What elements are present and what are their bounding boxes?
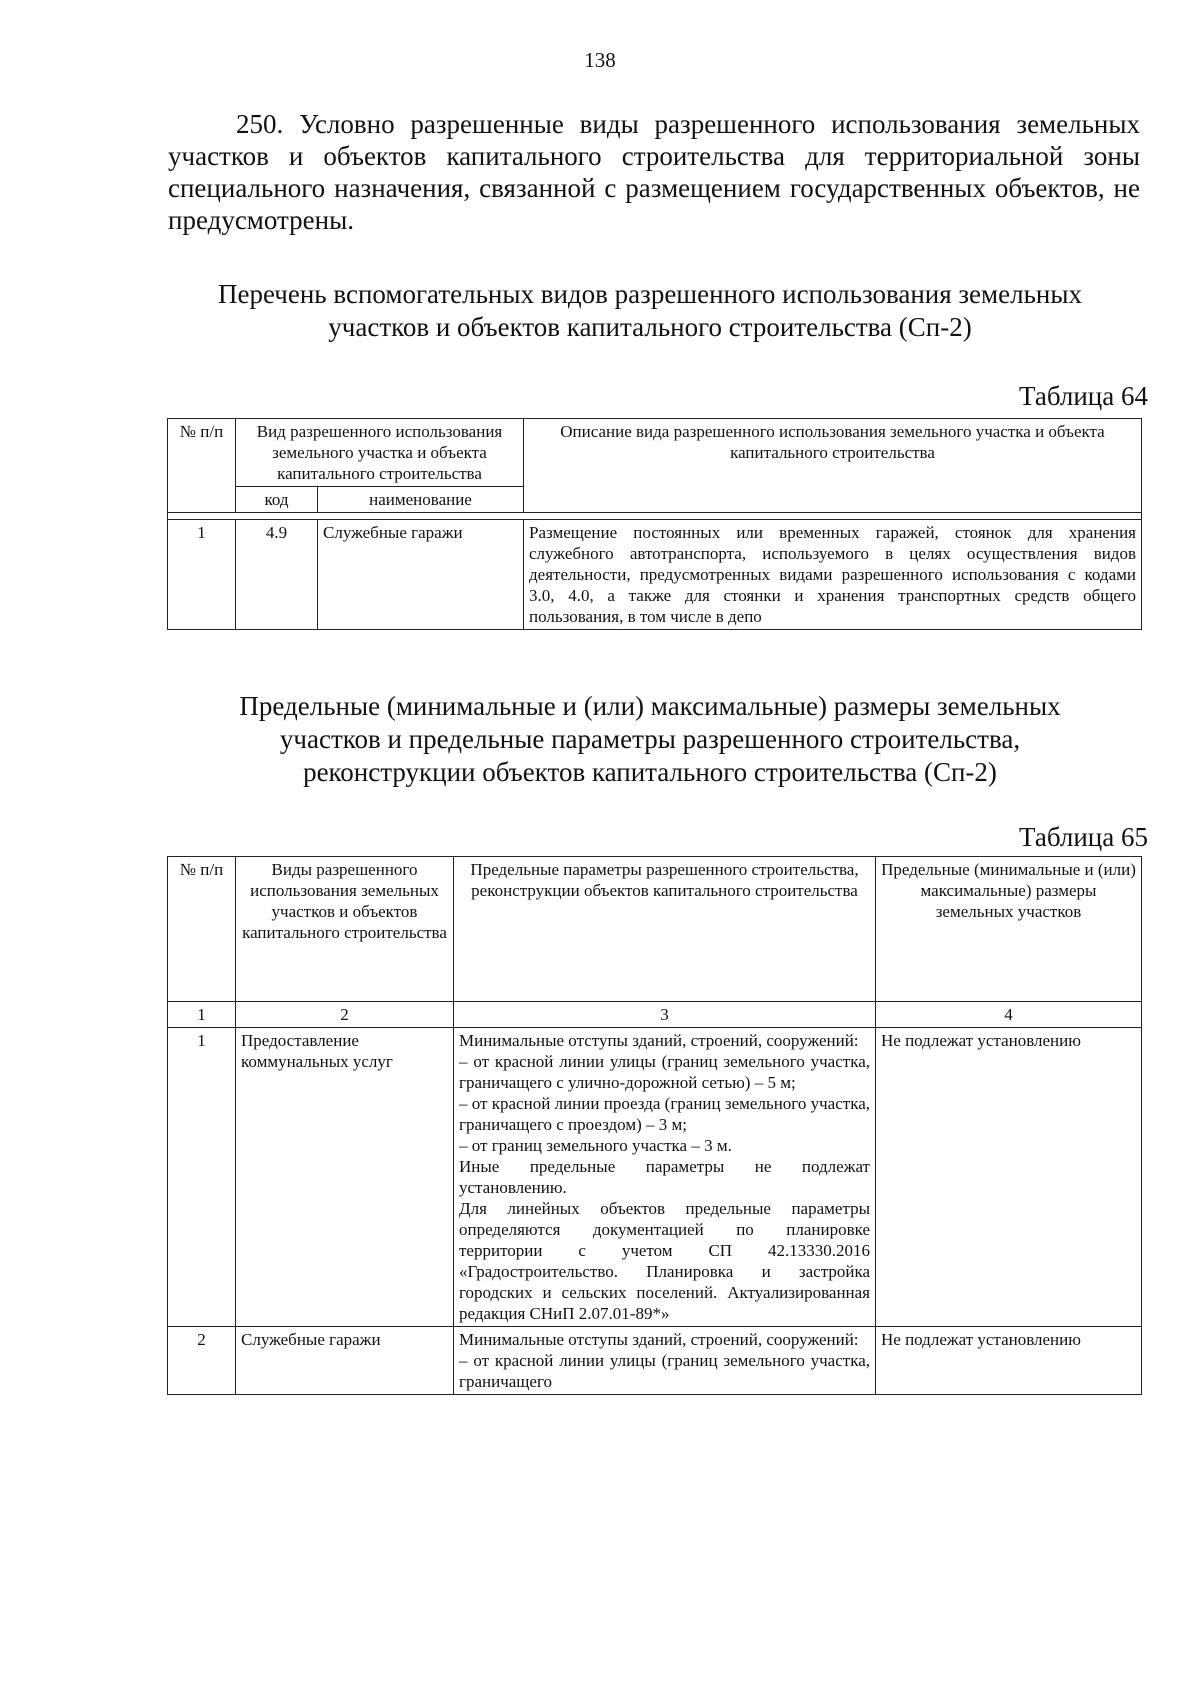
- page-number: 138: [584, 48, 616, 72]
- t65-row2-sizes: Не подлежат установлению: [876, 1327, 1142, 1395]
- t64-row1-code: 4.9: [236, 520, 318, 630]
- t65-row1-param-2: – от красной линии улицы (границ земельного участка, граничащего с улично-дорожной сетью) – 5 м;: [459, 1052, 870, 1092]
- heading-auxiliary-uses: [150, 278, 1150, 344]
- table-row: [168, 520, 1142, 630]
- t65-row2-num: 2: [168, 1327, 236, 1395]
- t65-row2-param-1: Минимальные отступы зданий, строений, сооружений:: [459, 1330, 859, 1349]
- t64-row1-name: Служебные гаражи: [318, 520, 524, 630]
- t65-row2-kind: Служебные гаражи: [236, 1327, 454, 1395]
- t65-row1-param-3: – от красной линии проезда (границ земельного участка, граничащего с проездом) – 3 м;: [459, 1094, 870, 1134]
- t64-header-kind: Вид разрешенного использования земельного участка и объекта капитального строительства: [236, 419, 524, 487]
- table65-caption: Таблица 65: [1019, 822, 1148, 852]
- t65-row1-param-4: – от границ земельного участка – 3 м.: [459, 1136, 732, 1155]
- paragraph-250: 250. Условно разрешенные виды разрешенного использования земельных участков и объектов капитального строительства для территориальной зоны специального назначения, связанной с размещением государственных объектов, не предусмотрены.: [168, 109, 1140, 235]
- table64-caption: Таблица 64: [1019, 381, 1148, 411]
- heading-limit-parameters: [150, 690, 1150, 789]
- t65-row2-params: [454, 1327, 876, 1395]
- t64-row1-num: 1: [168, 520, 236, 630]
- t65-row1-param-1: Минимальные отступы зданий, строений, сооружений:: [459, 1031, 859, 1050]
- t65-row2-param-2: – от красной линии улицы (границ земельного участка, граничащего: [459, 1351, 870, 1391]
- t65-row1-params: [454, 1028, 876, 1327]
- t65-header-num: № п/п: [168, 857, 236, 1002]
- table-65: [167, 856, 1142, 1395]
- t65-row1-kind: Предоставление коммунальных услуг: [236, 1028, 454, 1327]
- t64-row1-description: Размещение постоянных или временных гаражей, стоянок для хранения служебного автотранспорта, используемого в целях осуществления видов деятельности, предусмотренных видами разрешенного использования с кодами 3.0, 4.0, а также для стоянки и хранения транспортных средств общего пользования, в том числе в депо: [524, 520, 1142, 630]
- t64-header-name: наименование: [318, 487, 524, 513]
- table-row: [168, 1327, 1142, 1395]
- t65-colnum-2: 2: [236, 1002, 454, 1028]
- t64-header-code: код: [236, 487, 318, 513]
- t65-colnum-3: 3: [454, 1002, 876, 1028]
- table-row: [168, 1028, 1142, 1327]
- t65-row1-num: 1: [168, 1028, 236, 1327]
- t64-separator: [168, 513, 1142, 520]
- t65-colnum-4: 4: [876, 1002, 1142, 1028]
- t65-row1-param-6: Для линейных объектов предельные параметры определяются документацией по планировке территории с учетом СП 42.13330.2016 «Градостроительство. Планировка и застройка городских и сельских поселений. Актуализированная редакция СНиП 2.07.01-89*»: [459, 1199, 870, 1323]
- t65-header-kind: Виды разрешенного использования земельных участков и объектов капитального строительства: [236, 857, 454, 1002]
- table-64: [167, 418, 1142, 630]
- t64-header-description: Описание вида разрешенного использования земельного участка и объекта капитального строительства: [524, 419, 1142, 513]
- heading2-line2: участков и предельные параметры разрешенного строительства,: [279, 724, 1021, 754]
- t65-row1-sizes: Не подлежат установлению: [876, 1028, 1142, 1327]
- heading2-line3: реконструкции объектов капитального строительства (Сп-2): [303, 757, 997, 787]
- t65-header-sizes: Предельные (минимальные и (или) максимальные) размеры земельных участков: [876, 857, 1142, 1002]
- heading2-line1: Предельные (минимальные и (или) максимальные) размеры земельных: [239, 691, 1061, 721]
- heading1-line1: Перечень вспомогательных видов разрешенного использования земельных: [218, 279, 1082, 309]
- t65-row1-param-5: Иные предельные параметры не подлежат установлению.: [459, 1157, 870, 1197]
- heading1-line2: участков и объектов капитального строительства (Сп-2): [328, 312, 972, 342]
- t65-header-params: Предельные параметры разрешенного строительства, реконструкции объектов капитального строительства: [454, 857, 876, 1002]
- t64-header-num: № п/п: [168, 419, 236, 513]
- t65-colnum-1: 1: [168, 1002, 236, 1028]
